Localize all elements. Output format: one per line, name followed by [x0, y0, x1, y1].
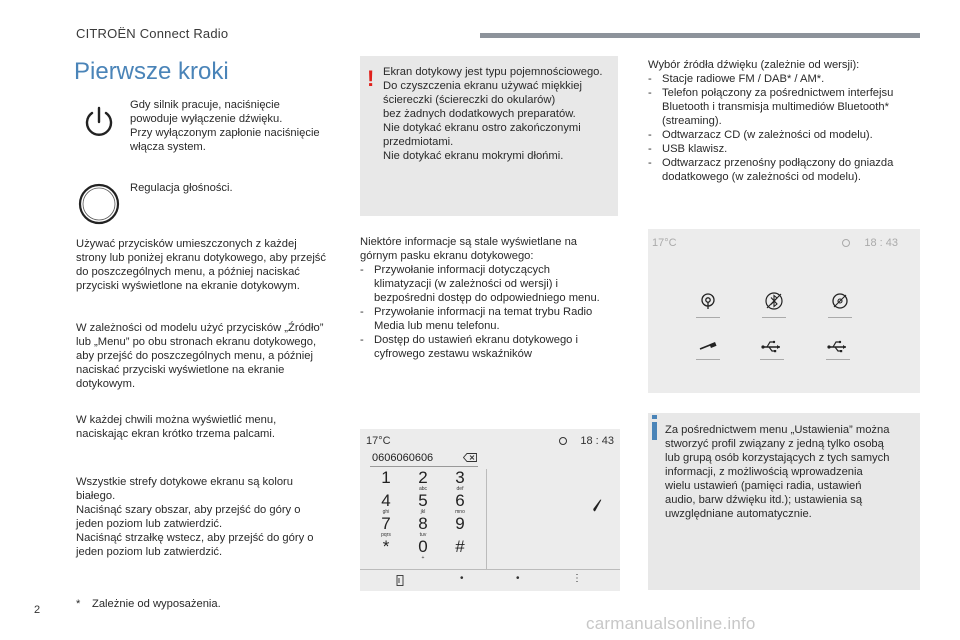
- page-title: Pierwsze kroki: [74, 58, 229, 85]
- warning-icon: !: [367, 66, 375, 91]
- source-underline: [696, 359, 720, 360]
- page-number: 2: [34, 604, 41, 616]
- number-underline: [370, 466, 478, 467]
- contacts-icon: [396, 575, 404, 586]
- usb-icon: [826, 335, 850, 359]
- bottom-bar-item: •: [516, 573, 520, 584]
- info-icon: [652, 422, 657, 440]
- info-text: Za pośrednictwem menu „Ustawienia” można stworzyć profil związany z jedną tylko osobą lub grupą osób korzystających z tych samych informacji, z możliwością wprowadzenia wielu ustawień (pamięci radia, ustawień audio, barw dźwięku itd.); ustawienia są uwzględniane automatycznie.: [665, 424, 890, 520]
- call-handset-icon: [592, 498, 602, 512]
- footnote-star: *: [76, 598, 81, 610]
- warning-text: Ekran dotykowy jest typu pojemnościowego. Do czyszczenia ekranu używać miękkiej ściereczki (ściereczki do okularów) bez żadnych dodatkowych preparatów. Nie dotykać ekranu ostro zakończonymi przedmiotami. Nie dotykać ekranu mokrymi dłońmi.: [383, 66, 603, 162]
- key-2: 2 abc: [418, 468, 428, 492]
- key-9: 9: [455, 514, 465, 533]
- temperature-readout: 17°C: [366, 435, 391, 447]
- source-underline: [828, 317, 852, 318]
- key-7: 7 pqrs: [381, 514, 391, 538]
- phone-screen-illustration: [360, 429, 620, 591]
- key-6: 6 mno: [455, 491, 465, 515]
- source-underline: [826, 359, 850, 360]
- key-3: 3 def: [455, 468, 465, 492]
- key-hash: #: [455, 537, 465, 556]
- key-4: 4 ghi: [381, 491, 391, 515]
- watermark: carmanualsonline.info: [586, 614, 756, 633]
- paragraph-source-menu: W zależności od modelu użyć przycisków „Źródło” lub „Menu” po obu stronach ekranu dotykowego, aby przejść do poszczególnych menu, a później naciskać przyciski wyświetlone na ekranie dotykowym.: [76, 322, 324, 390]
- power-text: Gdy silnik pracuje, naciśnięcie powoduje wyłączenie dźwięku. Przy wyłączonym zapłonie naciśnięcie włącza system.: [130, 99, 320, 153]
- source-underline: [760, 359, 784, 360]
- time-readout: 18 : 43: [864, 237, 898, 249]
- list-item: - Odtwarzacz CD (w zależności od modelu).: [648, 129, 873, 141]
- top-bar-info: Niektóre informacje są stale wyświetlane na górnym pasku ekranu dotykowego: - Przywołanie informacji dotyczących klimatyzacji (w zależności od wersji) i bezpośredni dostęp do odpowiedniego menu. - Przywołanie informacji na temat trybu Radio Media lub menu telefonu. - Dostęp do ustawień ekranu dotykowego i cyfrowego zestawu wskaźników: [360, 235, 620, 361]
- list-item: - Przywołanie informacji dotyczących klimatyzacji (w zależności od wersji) i bezpośredni dostęp do odpowiedniego menu.: [360, 264, 600, 304]
- radio-icon: [696, 289, 720, 313]
- dialed-number: 0606060606: [372, 452, 434, 464]
- keypad-divider: [486, 469, 487, 569]
- bluetooth-icon: [762, 289, 786, 313]
- volume-knob-icon: [78, 183, 120, 225]
- usb-icon: [760, 335, 784, 359]
- list-item: - Przywołanie informacji na temat trybu Radio Media lub menu telefonu.: [360, 306, 593, 332]
- list-item: - Odtwarzacz przenośny podłączony do gniazda dodatkowego (w zależności od modelu).: [648, 157, 894, 183]
- aux-jack-icon: [696, 335, 720, 359]
- cd-icon: [828, 289, 852, 313]
- bottom-bar-item: ⋮: [572, 573, 582, 584]
- temperature-readout: 17°C: [652, 237, 677, 249]
- audio-source-info: Wybór źródła dźwięku (zależnie od wersji): - Stacje radiowe FM / DAB* / AM*. - Telefon połączony za pośrednictwem interfejsu Bluetooth i transmisja multimediów Bluetooth* (streaming). - Odtwarzacz CD (w zależności od modelu). - USB klawisz. - Odtwarzacz przenośny podłączony do gniazda dodatkowego (w zależności od modelu).: [648, 58, 920, 184]
- key-star: *: [382, 537, 390, 556]
- list-item: - Stacje radiowe FM / DAB* / AM*.: [648, 73, 825, 85]
- bottom-bar-item: •: [460, 573, 464, 584]
- header-bar: [480, 33, 920, 38]
- time-readout: 18 : 43: [580, 435, 614, 447]
- clock-icon: [842, 239, 850, 247]
- media-source-screen-illustration: [648, 229, 920, 393]
- key-0: 0 +: [418, 537, 428, 561]
- paragraph-touch-zones: Wszystkie strefy dotykowe ekranu są koloru białego. Naciśnąć szary obszar, aby przejść do góry o jeden poziom lub zatwierdzić. Naciśnąć strzałkę wstecz, aby przejść do góry o jeden poziom lub zatwierdzić.: [76, 476, 314, 558]
- power-icon: [80, 103, 118, 141]
- list-item: - Dostęp do ustawień ekranu dotykowego i cyfrowego zestawu wskaźników: [360, 334, 578, 360]
- paragraph-buttons: Używać przycisków umieszczonych z każdej strony lub poniżej ekranu dotykowego, aby przejść do poszczególnych menu, a później naciskać przyciski wyświetlone na ekranie dotykowym.: [76, 238, 326, 292]
- header-brand: CITROËN Connect Radio: [76, 26, 229, 41]
- list-item: - Telefon połączony za pośrednictwem interfejsu Bluetooth i transmisja multimediów Bluetooth* (streaming).: [648, 87, 894, 127]
- source-underline: [762, 317, 786, 318]
- key-8: 8 tuv: [418, 514, 428, 538]
- key-1: 1: [381, 468, 391, 487]
- source-underline: [696, 317, 720, 318]
- paragraph-three-fingers: W każdej chwili można wyświetlić menu, naciskając ekran krótko trzema palcami.: [76, 414, 277, 440]
- clock-icon: [559, 437, 567, 445]
- key-5: 5 jkl: [418, 491, 428, 515]
- list-item: - USB klawisz.: [648, 143, 728, 155]
- volume-text: Regulacja głośności.: [130, 182, 233, 194]
- footnote: Zależnie od wyposażenia.: [92, 598, 221, 610]
- backspace-icon: [463, 453, 477, 462]
